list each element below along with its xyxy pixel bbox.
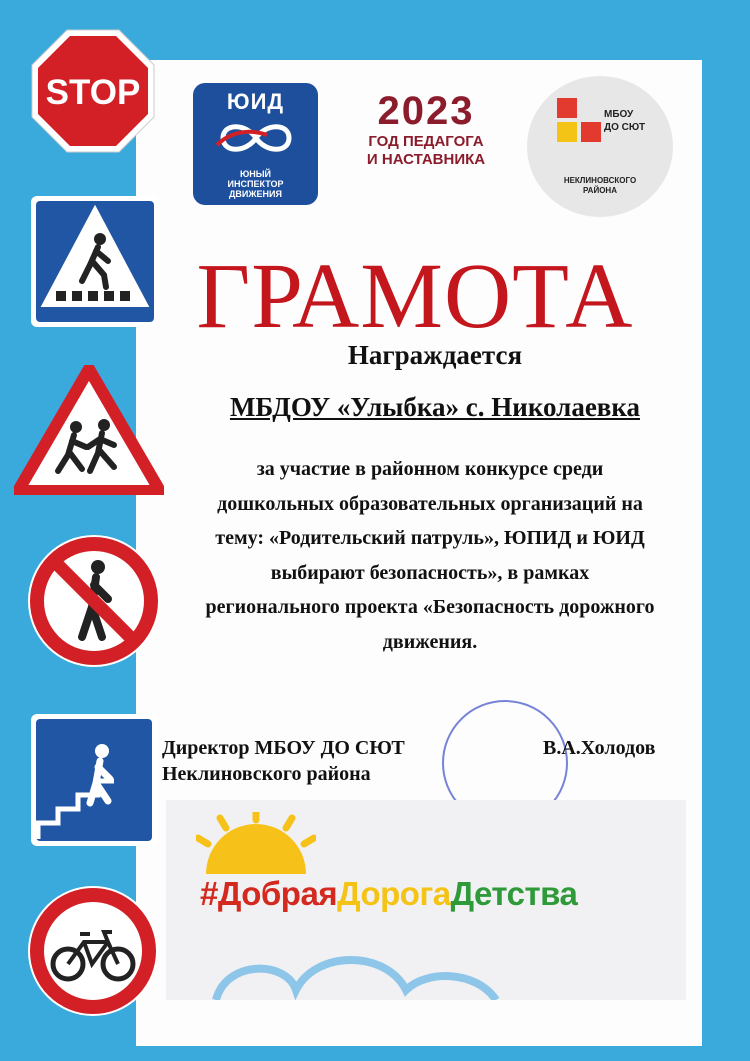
children-warning-icon [14,365,164,495]
syut-logo-text: МБОУ ДО СЮТ [604,109,646,133]
year-logo-caption-1: ГОД ПЕДАГОГА [368,133,484,150]
no-pedestrians-icon [26,533,162,669]
pedestrian-crossing-icon [30,195,160,328]
yuid-logo [193,83,318,205]
cloud-icon [206,940,506,1000]
stop-sign-text: STOP [45,73,141,112]
syut-logo [527,76,673,217]
sun-icon [196,812,316,882]
syut-emblem-icon [555,96,603,168]
award-description: за участие в районном конкурсе среди дошкольных образовательных организаций на тему: «Родительский патруль», ЮПИД и ЮИД выбирают безопасность», в рамках регионального проекта «Безопасность дорожного движения. [205,458,655,653]
yuid-logo-title: ЮИД [226,89,285,114]
signer-name: В.А.Холодов [543,737,656,759]
syut-logo-bottom: НЕКЛИНОВСКОГО РАЙОНА [563,176,637,195]
underground-crossing-icon [30,713,158,847]
year-logo-number: 2023 [377,89,475,133]
certificate-title: ГРАМОТА [196,245,634,348]
recipient-name: МБДОУ «Улыбка» с. Николаевка [229,392,641,422]
campaign-hashtag: #ДобраяДорогаДетства [200,875,578,912]
year-logo-caption-2: И НАСТАВНИКА [366,151,486,168]
infinity-icon [211,117,301,159]
no-bicycles-icon [26,884,160,1018]
yuid-logo-subtitle: ЮНЫЙ ИНСПЕКТОР ДВИЖЕНИЯ [227,169,284,199]
awarded-label: Награждается [347,340,523,370]
signer-title: Директор МБОУ ДО СЮТ Неклиновского района [162,737,405,785]
stop-sign-icon [30,28,156,154]
year-of-teacher-logo [362,89,490,205]
